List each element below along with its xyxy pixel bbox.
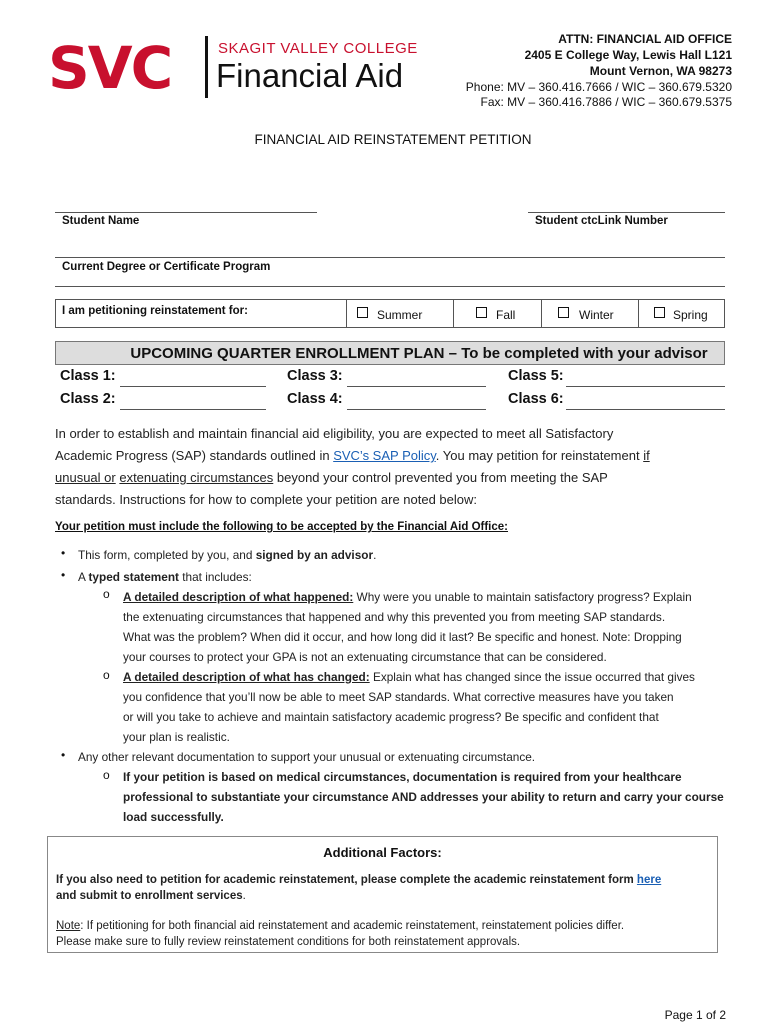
- bullet-2-marker: •: [61, 568, 66, 582]
- sub-bullet-2-marker: o: [103, 668, 110, 682]
- ctclink-line[interactable]: [528, 212, 725, 213]
- class-6-label: Class 6:: [508, 391, 564, 407]
- program-line-top: [55, 257, 725, 258]
- academic-form-link[interactable]: here: [636, 874, 662, 886]
- season-summer[interactable]: [346, 300, 453, 327]
- requirement-what-happened: A detailed description of what happened: Why were you unable to maintain satisfactory progress? Explain the extenuating circumstances that happened and why this prevented you from meeting SAP standards. What was the problem? When did it occur, and how long did it last? Be specific and honest. Note: Dropping your courses to protect your GPA is not an extenuating circumstance that can be considered.: [123, 590, 692, 664]
- intro-paragraph: [55, 423, 735, 511]
- class-5-field[interactable]: [566, 386, 725, 387]
- spring-checkbox[interactable]: [654, 307, 665, 318]
- program-label: Current Degree or Certificate Program: [62, 261, 271, 273]
- summer-checkbox[interactable]: [357, 307, 368, 318]
- intro-line-1: In order to establish and maintain financial aid eligibility, you are expected to meet all Satisfactory: [55, 426, 614, 441]
- class-1-label: Class 1:: [60, 368, 116, 384]
- enrollment-plan-heading: UPCOMING QUARTER ENROLLMENT PLAN – To be completed with your advisor: [55, 341, 725, 365]
- spring-label: Spring: [673, 308, 708, 322]
- requirement-form: This form, completed by you, and signed by an advisor.: [78, 548, 377, 562]
- academic-reinstatement-note: If you also need to petition for academic reinstatement, please complete the academic reinstatement form here: [56, 874, 662, 886]
- policy-note-line2: Please make sure to fully review reinstatement conditions for both reinstatement approvals.: [56, 936, 521, 948]
- policy-note-line1: Note: If petitioning for both financial aid reinstatement and academic reinstatement, reinstatement policies differ.: [56, 920, 625, 932]
- enrollment-services-note: and submit to enrollment services.: [56, 890, 246, 902]
- class-6-field[interactable]: [566, 409, 725, 410]
- program-line[interactable]: [55, 286, 725, 287]
- sub-bullet-1-marker: o: [103, 587, 110, 601]
- class-5-label: Class 5:: [508, 368, 564, 384]
- additional-factors-heading: Additional Factors:: [323, 845, 442, 860]
- class-2-field[interactable]: [120, 409, 266, 410]
- bullet-3-marker: •: [61, 748, 66, 762]
- address-attn: ATTN: FINANCIAL AID OFFICE: [558, 32, 732, 46]
- logo-divider: [205, 36, 208, 98]
- phone-line: Phone: MV – 360.416.7666 / WIC – 360.679.5320: [465, 80, 732, 94]
- petitioning-label: I am petitioning reinstatement for:: [62, 305, 248, 317]
- fall-checkbox[interactable]: [476, 307, 487, 318]
- season-winter[interactable]: [541, 300, 638, 327]
- logo-department: Financial Aid: [216, 57, 404, 94]
- additional-factors-box: [47, 836, 718, 953]
- requirement-what-changed: A detailed description of what has changed: Explain what has changed since the issue occurred that gives you confidence that you’ll now be able to meet SAP standards. What corrective measures have you taken or will you take to achieve and maintain satisfactory academic progress? Be specific and confident that your plan is realistic.: [123, 670, 695, 744]
- sub-bullet-3-marker: o: [103, 768, 110, 782]
- requirement-statement: A typed statement that includes:: [78, 570, 252, 584]
- svc-logo-mark: SVC: [48, 34, 172, 102]
- season-fall[interactable]: [453, 300, 541, 327]
- requirement-medical: If your petition is based on medical circumstances, documentation is required from your healthcare professional to substantiate your circumstance AND addresses your ability to return and carry your course load successfully.: [123, 770, 724, 824]
- class-4-field[interactable]: [347, 409, 486, 410]
- class-1-field[interactable]: [120, 386, 266, 387]
- requirements-heading: Your petition must include the following to be accepted by the Financial Aid Office:: [55, 521, 509, 533]
- winter-label: Winter: [579, 308, 614, 322]
- intro-line-2: Academic Progress (SAP) standards outlined in SVC’s SAP Policy. You may petition for reinstatement if: [55, 448, 650, 463]
- class-4-label: Class 4:: [287, 391, 343, 407]
- season-selector: [55, 299, 725, 328]
- logo-college-name: SKAGIT VALLEY COLLEGE: [218, 40, 418, 57]
- intro-line-4: standards. Instructions for how to complete your petition are noted below:: [55, 492, 478, 507]
- page-number: Page 1 of 2: [664, 1008, 726, 1022]
- student-name-label: Student Name: [62, 215, 140, 227]
- address-line1: 2405 E College Way, Lewis Hall L121: [524, 48, 732, 62]
- class-3-label: Class 3:: [287, 368, 343, 384]
- fax-line: Fax: MV – 360.416.7886 / WIC – 360.679.5375: [480, 95, 732, 109]
- bullet-1-marker: •: [61, 546, 66, 560]
- ctclink-label: Student ctcLink Number: [535, 215, 668, 227]
- student-name-line[interactable]: [55, 212, 317, 213]
- season-spring[interactable]: [638, 300, 724, 327]
- winter-checkbox[interactable]: [558, 307, 569, 318]
- sap-policy-link[interactable]: SVC’s SAP Policy: [333, 448, 436, 463]
- address-line2: Mount Vernon, WA 98273: [589, 64, 732, 78]
- class-3-field[interactable]: [347, 386, 486, 387]
- requirement-documentation: Any other relevant documentation to support your unusual or extenuating circumstance.: [78, 750, 536, 764]
- intro-line-3: unusual or extenuating circumstances beyond your control prevented you from meeting the SAP: [55, 470, 608, 485]
- summer-label: Summer: [377, 308, 423, 322]
- fall-label: Fall: [496, 308, 516, 322]
- page-title: FINANCIAL AID REINSTATEMENT PETITION: [254, 132, 532, 147]
- class-2-label: Class 2:: [60, 391, 116, 407]
